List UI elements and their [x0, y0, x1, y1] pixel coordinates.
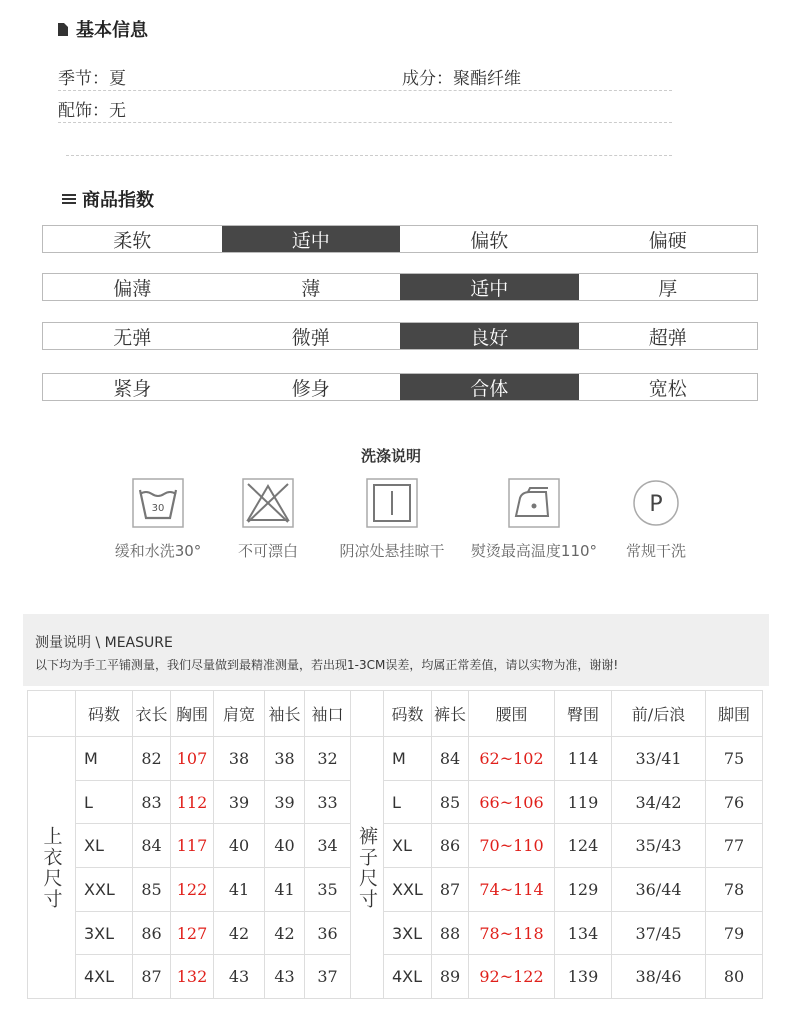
index-cell: 偏软 [470, 229, 509, 252]
index-cell-selected: 良好 [400, 323, 579, 349]
svg-text:30: 30 [151, 503, 165, 514]
table-cell: 35/43 [612, 824, 706, 868]
accessory-text: 配饰：无 [58, 101, 126, 121]
table-cell: 85 [133, 868, 171, 912]
table-cell: 139 [555, 955, 612, 999]
table-cell: 37 [305, 955, 351, 999]
table-cell: 4XL [76, 955, 133, 999]
index-cell: 超弹 [648, 326, 687, 349]
wash-30-icon [132, 478, 184, 528]
table-cell: 129 [555, 868, 612, 912]
table-cell: 119 [555, 780, 612, 824]
table-row [28, 868, 763, 912]
table-cell: 79 [706, 911, 763, 955]
basic-info-title-text: 基本信息 [76, 20, 148, 41]
table-cell: 84 [133, 824, 171, 868]
table-header: 臀围 [555, 691, 612, 737]
table-cell-highlight: 107 [171, 737, 214, 781]
table-cell: 41 [265, 868, 305, 912]
product-index-title-text: 商品指数 [82, 190, 154, 211]
table-cell: 80 [706, 955, 763, 999]
table-header: 衣长 [133, 691, 171, 737]
table-header: 袖口 [305, 691, 351, 737]
wash-item [218, 478, 318, 561]
wash-item [616, 478, 696, 561]
table-cell-highlight: 92~122 [469, 955, 555, 999]
table-cell: 42 [214, 911, 265, 955]
table-cell-highlight: 70~110 [469, 824, 555, 868]
table-cell: 32 [305, 737, 351, 781]
table-cell: 87 [432, 868, 469, 912]
table-cell: 34/42 [612, 780, 706, 824]
bottom-group-label: 裤子尺寸 [351, 737, 384, 999]
divider [58, 90, 672, 91]
product-index-title [62, 186, 154, 212]
measure-note: 以下均为手工平铺测量，我们尽量做到最精准测量，若出现1-3CM误差，均属正常差值，请以实物为准，谢谢! [35, 658, 619, 672]
index-row-softness [42, 225, 758, 253]
index-cell: 无弹 [113, 326, 152, 349]
table-row [28, 955, 763, 999]
basic-info-title [58, 16, 148, 42]
table-cell: 85 [432, 780, 469, 824]
table-cell: 42 [265, 911, 305, 955]
table-cell-highlight: 112 [171, 780, 214, 824]
wash-label: 不可漂白 [237, 542, 298, 560]
table-cell: 37/45 [612, 911, 706, 955]
table-cell-highlight: 127 [171, 911, 214, 955]
table-cell: 39 [265, 780, 305, 824]
table-cell: M [384, 737, 432, 781]
table-cell: 33 [305, 780, 351, 824]
divider [58, 122, 672, 123]
table-cell: 75 [706, 737, 763, 781]
table-header-row [28, 691, 763, 737]
index-cell: 紧身 [113, 377, 152, 400]
index-cell: 偏薄 [113, 277, 152, 300]
table-cell: 114 [555, 737, 612, 781]
table-cell: 84 [432, 737, 469, 781]
table-cell: 88 [432, 911, 469, 955]
dry-clean-icon [630, 478, 682, 528]
wash-label: 阴凉处悬挂晾干 [339, 542, 445, 560]
table-row [28, 824, 763, 868]
table-cell: 40 [214, 824, 265, 868]
wash-item [98, 478, 218, 561]
table-cell: 82 [133, 737, 171, 781]
table-cell: 38 [214, 737, 265, 781]
table-cell: 43 [214, 955, 265, 999]
table-cell: 89 [432, 955, 469, 999]
table-cell: 86 [432, 824, 469, 868]
index-cell: 宽松 [648, 377, 687, 400]
table-cell: 77 [706, 824, 763, 868]
table-cell: 134 [555, 911, 612, 955]
table-header: 码数 [76, 691, 133, 737]
index-cell: 偏硬 [648, 229, 687, 252]
table-header: 前/后浪 [612, 691, 706, 737]
table-cell: 36/44 [612, 868, 706, 912]
index-row-thickness [42, 273, 758, 301]
table-header: 裤长 [432, 691, 469, 737]
index-cell: 薄 [301, 277, 321, 300]
size-table [27, 690, 763, 999]
table-cell-highlight: 78~118 [469, 911, 555, 955]
no-bleach-icon [242, 478, 294, 528]
table-cell: 34 [305, 824, 351, 868]
wash-title: 洗涤说明 [360, 447, 421, 465]
table-cell-highlight: 117 [171, 824, 214, 868]
table-cell: 4XL [384, 955, 432, 999]
iron-110-icon [508, 478, 560, 528]
table-cell: L [384, 780, 432, 824]
index-cell-selected: 合体 [400, 374, 579, 400]
table-cell-highlight: 66~106 [469, 780, 555, 824]
divider [66, 155, 672, 156]
table-cell [351, 691, 384, 737]
top-group-label: 上衣尺寸 [28, 737, 76, 999]
list-icon [62, 194, 76, 205]
table-row [28, 911, 763, 955]
table-header: 袖长 [265, 691, 305, 737]
table-cell: 38 [265, 737, 305, 781]
table-cell: 86 [133, 911, 171, 955]
table-header: 腰围 [469, 691, 555, 737]
index-cell: 厚 [658, 277, 678, 300]
wash-item [466, 478, 602, 561]
table-row [28, 737, 763, 781]
index-cell: 柔软 [113, 229, 152, 252]
table-cell: 39 [214, 780, 265, 824]
table-cell: XXL [76, 868, 133, 912]
measure-title: 测量说明 \ MEASURE [35, 635, 173, 651]
table-cell: XL [384, 824, 432, 868]
table-cell-highlight: 62~102 [469, 737, 555, 781]
table-cell: L [76, 780, 133, 824]
table-header: 码数 [384, 691, 432, 737]
index-row-fit [42, 373, 758, 401]
wash-label: 熨烫最高温度110° [470, 542, 598, 560]
season-text: 季节：夏 [58, 69, 126, 89]
table-cell-highlight: 74~114 [469, 868, 555, 912]
table-cell: 43 [265, 955, 305, 999]
document-icon [58, 23, 68, 36]
index-cell-selected: 适中 [400, 274, 579, 300]
material-text: 成分：聚酯纤维 [402, 69, 521, 89]
index-row-elasticity [42, 322, 758, 350]
table-cell: 83 [133, 780, 171, 824]
table-cell-highlight: 122 [171, 868, 214, 912]
index-cell-selected: 适中 [222, 226, 401, 252]
index-cell: 微弹 [291, 326, 330, 349]
table-cell-highlight: 132 [171, 955, 214, 999]
table-cell: 38/46 [612, 955, 706, 999]
table-header: 胸围 [171, 691, 214, 737]
table-cell [28, 691, 76, 737]
table-cell: 33/41 [612, 737, 706, 781]
svg-text:P: P [649, 492, 663, 517]
table-header: 肩宽 [214, 691, 265, 737]
table-row [28, 780, 763, 824]
line-dry-shade-icon [366, 478, 418, 528]
table-cell: XXL [384, 868, 432, 912]
table-cell: 78 [706, 868, 763, 912]
wash-label: 缓和水洗30° [114, 542, 202, 560]
table-cell: 3XL [384, 911, 432, 955]
table-cell: 35 [305, 868, 351, 912]
measure-header [23, 614, 769, 686]
table-cell: 124 [555, 824, 612, 868]
table-cell: 87 [133, 955, 171, 999]
index-cell: 修身 [291, 377, 330, 400]
table-header: 脚围 [706, 691, 763, 737]
table-cell: M [76, 737, 133, 781]
table-cell: 3XL [76, 911, 133, 955]
table-cell: 76 [706, 780, 763, 824]
wash-label: 常规干洗 [625, 542, 686, 560]
table-cell: 40 [265, 824, 305, 868]
wash-item [332, 478, 452, 561]
table-cell: XL [76, 824, 133, 868]
table-cell: 36 [305, 911, 351, 955]
table-cell: 41 [214, 868, 265, 912]
